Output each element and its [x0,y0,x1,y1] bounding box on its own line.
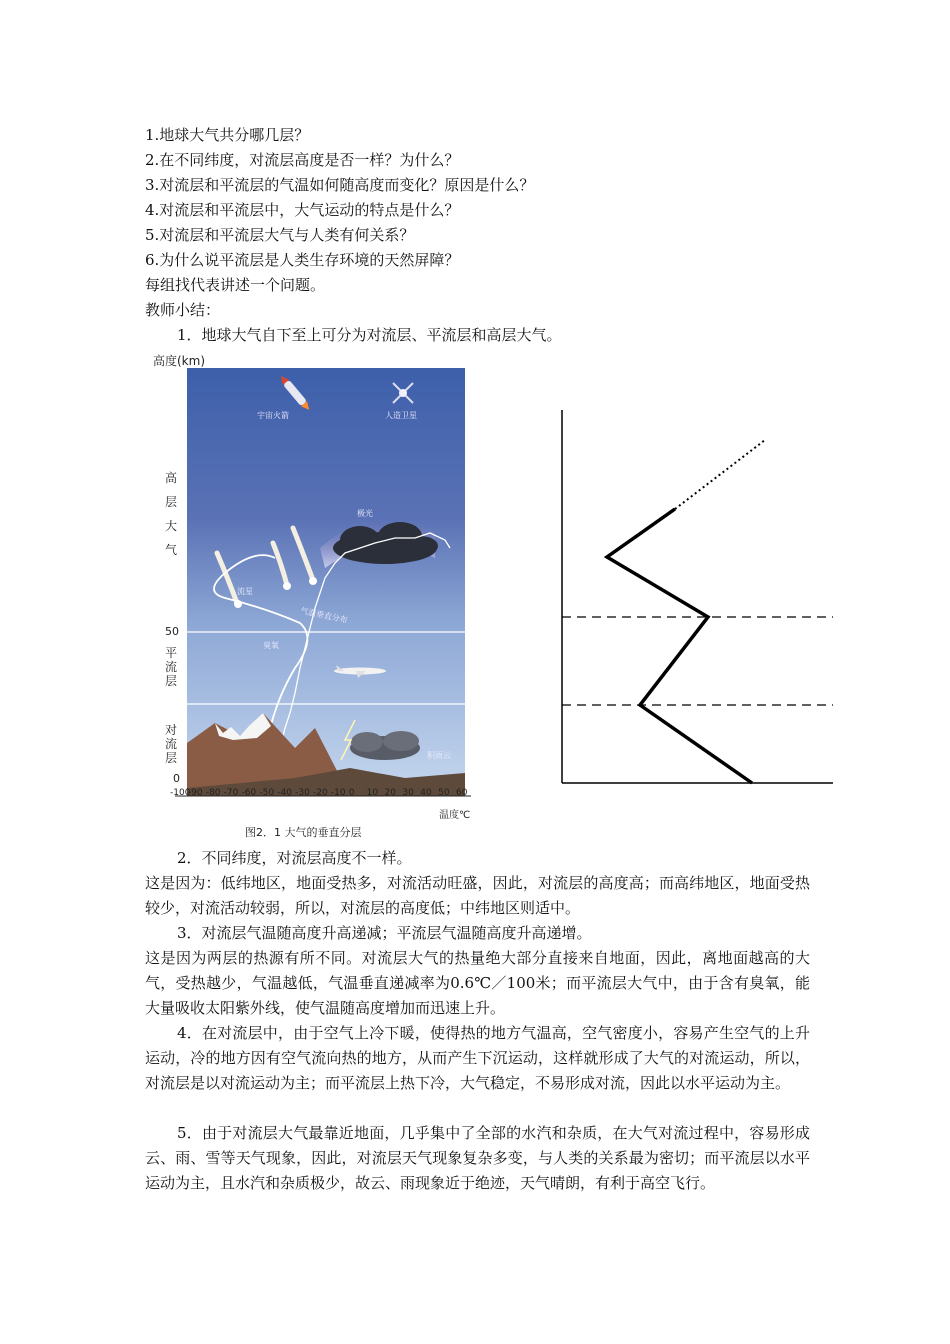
x-tick-label: 50 [438,788,450,798]
atmosphere-layers-figure [145,348,485,843]
x-tick-label: -70 [223,788,239,798]
label-meteor: 流星 [237,587,253,596]
label-cumulonimbus: 积雨云 [427,751,451,760]
question-4: 4.对流层和平流层中，大气运动的特点是什么？ [145,201,460,219]
atmosphere-illustration [145,348,485,843]
sketch-temperature-line [607,509,752,783]
x-tick-label: 10 [366,788,379,798]
layer-label-troposphere: 对流层 [165,723,178,765]
point-4: 4．在对流层中，由于空气上冷下暖，使得热的地方气温高，空气密度小，容易产生空气的上升运动，冷的地方因有空气流向热的地方，从而产生下沉运动，这样就形成了大气的对流运动，所以，对流层是以对流运动为主；而平流层上热下冷，大气稳定，不易形成对流，因此以水平运动为主。 [145,1024,810,1092]
summary-title: 教师小结： [145,301,221,319]
label-aurora: 极光 [357,509,373,518]
point-5: 5．由于对流层大气最靠近地面，几乎集中了全部的水汽和杂质，在大气对流过程中，容易形成云、雨、雪等天气现象，因此，对流层天气现象复杂多变，与人类的关系最为密切；而平流层以水平运动为主，且水汽和杂质极少，故云、雨现象近于绝迹，天气晴朗，有利于高空飞行。 [145,1124,810,1192]
point-3-body: 这是因为两层的热源有所不同。对流层大气的热量绝大部分直接来自地面，因此，离地面越高的大气，受热越少，气温越低，气温垂直递减率为0.6℃／100米；而平流层大气中，由于含有臭氧，能大量吸收太阳紫外线，使气温随高度增加而迅速上升。 [145,949,810,1017]
label-rocket: 宇宙火箭 [257,411,289,420]
question-6: 6.为什么说平流层是人类生存环境的天然屏障？ [145,251,460,269]
layer-label-stratosphere: 平流层 [165,646,178,688]
x-axis-unit: 温度℃ [439,810,471,821]
figure-caption: 图2．1 大气的垂直分层 [245,826,362,839]
layer-label-upper: 高层大气 [165,471,178,557]
x-tick-label: 30 [402,788,414,798]
x-tick-label: 60 [456,788,468,798]
point-3: 3．对流层气温随高度升高递减；平流层气温随高度升高递增。 [177,924,592,942]
x-tick-label: -40 [277,788,292,798]
x-tick-label: -20 [313,788,328,798]
x-tick-label: -30 [295,788,310,798]
x-tick-label: -80 [205,788,221,798]
point-2-body: 这是因为：低纬地区，地面受热多，对流活动旺盛，因此，对流层的高度高；而高纬地区，地面受热较少，对流活动较弱，所以，对流层的高度低；中纬地区则适中。 [145,874,810,917]
question-5: 5.对流层和平流层大气与人类有何关系？ [145,226,415,244]
label-satellite: 人造卫星 [385,411,417,420]
y-axis-title: 高度(km) [153,354,206,368]
x-tick-label: 0 [348,788,355,798]
x-tick-label: -60 [241,788,257,798]
question-2: 2.在不同纬度，对流层高度是否一样？为什么？ [145,151,460,169]
question-3: 3.对流层和平流层的气温如何随高度而变化？原因是什么？ [145,176,535,194]
tick-50: 50 [165,625,179,638]
x-tick-label: 20 [384,788,396,798]
tick-0: 0 [173,772,180,785]
label-ozone: 臭氧 [263,641,279,650]
group-task: 每组找代表讲述一个问题。 [145,276,326,294]
sketch-dotted-extension [675,440,765,509]
x-tick-label: -90 [187,788,203,798]
x-tick-label: -50 [259,788,275,798]
x-tick-label: -100 [170,788,191,798]
point-2: 2．不同纬度，对流层高度不一样。 [177,849,412,867]
x-tick-label: -10 [330,788,346,798]
x-tick-label: 40 [420,788,432,798]
point-1: 1．地球大气自下至上可分为对流层、平流层和高层大气。 [177,326,562,344]
question-1: 1.地球大气共分哪几层？ [145,126,310,144]
label-temperature-distribution: 气温垂直分布 [299,606,349,625]
temperature-profile-sketch [555,405,835,790]
